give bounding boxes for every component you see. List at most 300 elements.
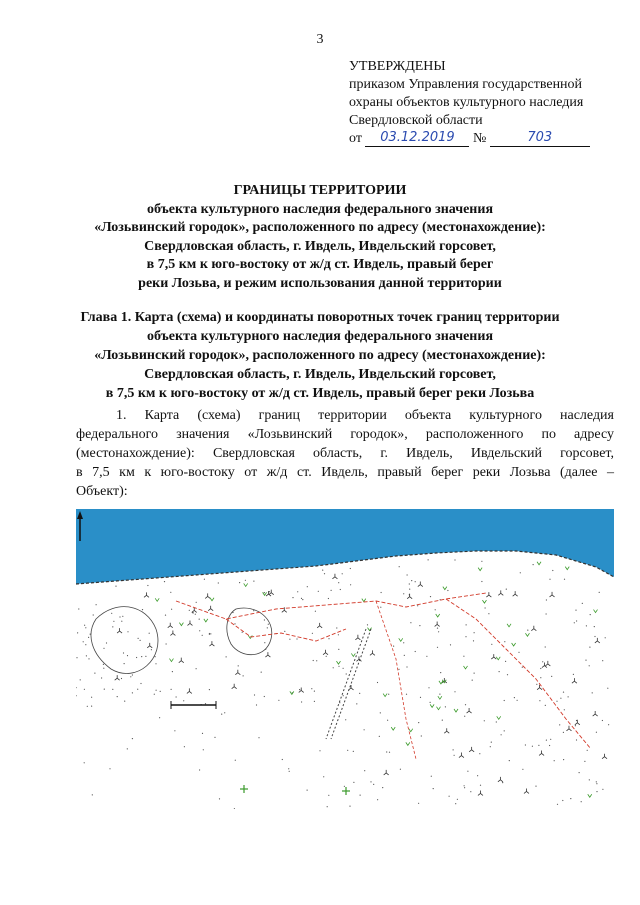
tree-icon (486, 592, 491, 597)
terrain-dot (311, 688, 312, 689)
terrain-dot (199, 630, 200, 631)
title-line: ГРАНИЦЫ ТЕРРИТОРИИ (233, 183, 407, 198)
terrain-dot (464, 716, 465, 717)
terrain-dot (485, 607, 486, 608)
terrain-dot (428, 687, 429, 688)
terrain-dot (78, 608, 79, 609)
terrain-dot (289, 639, 290, 640)
terrain-dot (477, 775, 478, 776)
terrain-dot (406, 666, 407, 667)
terrain-dot (164, 581, 165, 582)
approval-stamp (349, 58, 629, 148)
terrain-dot (546, 613, 547, 614)
terrain-dot (218, 582, 219, 583)
terrain-dot (307, 586, 308, 587)
terrain-dot (312, 633, 313, 634)
terrain-dot (426, 656, 427, 657)
terrain-dot (527, 630, 528, 631)
terrain-dot (490, 746, 491, 747)
terrain-dot (532, 746, 533, 747)
terrain-dot (140, 683, 141, 684)
terrain-dot (514, 697, 515, 698)
terrain-dot (437, 628, 438, 629)
terrain-dot (189, 610, 190, 611)
terrain-dot (243, 675, 244, 676)
terrain-dot (399, 566, 400, 567)
terrain-dot (103, 664, 104, 665)
terrain-dot (398, 669, 399, 670)
terrain-dot (313, 660, 314, 661)
terrain-dot (481, 581, 482, 582)
grass-icon (406, 742, 410, 745)
terrain-dot (112, 626, 113, 627)
terrain-dot (507, 674, 508, 675)
terrain-dot (570, 798, 571, 799)
tree-icon (179, 658, 184, 663)
terrain-dot (324, 573, 325, 574)
site-map (76, 509, 614, 809)
terrain-dot (132, 738, 133, 739)
terrain-dot (267, 627, 268, 628)
grass-icon (210, 598, 214, 601)
terrain-dot (124, 701, 125, 702)
terrain-dot (147, 585, 148, 586)
terrain-dot (356, 703, 357, 704)
terrain-dot (278, 700, 279, 701)
terrain-dot (560, 698, 561, 699)
grass-icon (436, 707, 440, 710)
chapter-line: «Лозьвинский городок», расположенного по адресу (местонахождение): (94, 348, 546, 363)
terrain-dot (242, 632, 243, 633)
tree-icon (265, 652, 270, 657)
terrain-dot (404, 655, 405, 656)
terrain-dot (415, 651, 416, 652)
terrain-dot (418, 722, 419, 723)
terrain-dot (563, 732, 564, 733)
terrain-dot (264, 619, 265, 620)
terrain-dot (142, 609, 143, 610)
terrain-dot (576, 720, 577, 721)
terrain-dot (123, 652, 124, 653)
terrain-dot (596, 791, 597, 792)
terrain-dot (540, 668, 541, 669)
terrain-dot (353, 751, 354, 752)
terrain-dot (575, 610, 576, 611)
tree-icon (144, 592, 149, 597)
terrain-dot (377, 799, 378, 800)
terrain-dot (196, 602, 197, 603)
terrain-dot (442, 720, 443, 721)
grass-icon (351, 653, 355, 656)
terrain-dot (465, 704, 466, 705)
terrain-dot (77, 632, 78, 633)
terrain-dot (388, 694, 389, 695)
terrain-dot (484, 720, 485, 721)
terrain-dot (465, 636, 466, 637)
tree-icon (187, 620, 192, 625)
terrain-dot (299, 689, 300, 690)
terrain-dot (328, 598, 329, 599)
terrain-dot (297, 591, 298, 592)
terrain-dot (127, 631, 128, 632)
tree-icon (168, 623, 173, 628)
terrain-dot (296, 638, 297, 639)
tree-icon (117, 628, 122, 633)
terrain-dot (499, 671, 500, 672)
terrain-dot (409, 583, 410, 584)
terrain-dot (431, 776, 432, 777)
tree-icon (232, 684, 237, 689)
terrain-dot (209, 633, 210, 634)
terrain-dot (166, 643, 167, 644)
approval-date-line (349, 130, 629, 148)
terrain-dot (545, 646, 546, 647)
terrain-dot (522, 667, 523, 668)
terrain-dot (364, 770, 365, 771)
terrain-dot (540, 677, 541, 678)
terrain-dot (520, 572, 521, 573)
terrain-dot (214, 737, 215, 738)
terrain-dot (113, 621, 114, 622)
grass-icon (336, 661, 340, 664)
terrain-dot (202, 635, 203, 636)
terrain-dot (592, 692, 593, 693)
terrain-dot (195, 614, 196, 615)
tree-icon (147, 643, 152, 648)
terrain-dot (380, 607, 381, 608)
grass-icon (537, 562, 541, 565)
terrain-dot (556, 701, 557, 702)
chapter-heading (40, 308, 600, 403)
terrain-dot (269, 591, 270, 592)
terrain-dot (535, 786, 536, 787)
terrain-dot (420, 697, 421, 698)
tree-icon (550, 592, 555, 597)
terrain-dot (539, 700, 540, 701)
terrain-dot (479, 753, 480, 754)
terrain-dot (466, 624, 467, 625)
terrain-dot (347, 750, 348, 751)
grass-icon (169, 659, 173, 662)
terrain-dot (433, 788, 434, 789)
terrain-dot (254, 694, 255, 695)
terrain-dot (407, 574, 408, 575)
terrain-dot (491, 644, 492, 645)
terrain-dot (491, 742, 492, 743)
terrain-dot (327, 806, 328, 807)
terrain-dot (415, 581, 416, 582)
terrain-dot (156, 690, 157, 691)
terrain-dot (559, 724, 560, 725)
approval-line: Свердловской области (349, 113, 483, 128)
terrain-dot (564, 579, 565, 580)
road-line (326, 629, 366, 739)
terrain-dot (103, 668, 104, 669)
terrain-dot (563, 759, 564, 760)
terrain-dot (331, 590, 332, 591)
tree-icon (444, 728, 449, 733)
from-label: от (349, 131, 362, 146)
terrain-dot (464, 785, 465, 786)
tree-icon (435, 621, 440, 626)
terrain-dot (170, 592, 171, 593)
terrain-dot (315, 611, 316, 612)
tree-icon (323, 650, 328, 655)
terrain-dot (160, 691, 161, 692)
grass-icon (383, 694, 387, 697)
terrain-dot (292, 597, 293, 598)
terrain-dot (439, 694, 440, 695)
tree-icon (469, 747, 474, 752)
terrain-dot (410, 622, 411, 623)
terrain-dot (464, 787, 465, 788)
terrain-dot (596, 783, 597, 784)
grass-icon (391, 727, 395, 730)
terrain-dot (314, 701, 315, 702)
terrain-dot (132, 674, 133, 675)
terrain-dot (346, 673, 347, 674)
terrain-dot (92, 794, 93, 795)
terrain-dot (338, 582, 339, 583)
grass-icon (436, 614, 440, 617)
terrain-dot (594, 636, 595, 637)
terrain-dot (340, 589, 341, 590)
tree-icon (459, 753, 464, 758)
approval-line: приказом Управления государственной (349, 77, 583, 92)
terrain-dot (235, 760, 236, 761)
terrain-dot (106, 642, 107, 643)
grass-icon (512, 643, 516, 646)
terrain-dot (83, 641, 84, 642)
terrain-dot (536, 684, 537, 685)
terrain-dot (505, 661, 506, 662)
terrain-dot (268, 624, 269, 625)
terrain-dot (364, 729, 365, 730)
terrain-dot (264, 696, 265, 697)
terrain-dot (122, 616, 123, 617)
terrain-dot (328, 638, 329, 639)
tree-icon (572, 678, 577, 683)
terrain-dot (382, 787, 383, 788)
grass-icon (409, 729, 413, 732)
approval-number: 703 (490, 130, 590, 147)
approval-date: 03.12.2019 (365, 130, 469, 147)
tree-icon (170, 630, 175, 635)
terrain-dot (506, 589, 507, 590)
terrain-dot (245, 580, 246, 581)
terrain-dot (165, 615, 166, 616)
terrain-dot (326, 656, 327, 657)
terrain-dot (172, 671, 173, 672)
terrain-dot (338, 649, 339, 650)
terrain-dot (602, 789, 603, 790)
terrain-dot (342, 573, 343, 574)
terrain-dot (501, 734, 502, 735)
terrain-dot (80, 679, 81, 680)
terrain-dot (76, 695, 77, 696)
terrain-dot (103, 648, 104, 649)
terrain-dot (171, 689, 172, 690)
terrain-dot (282, 759, 283, 760)
terrain-dot (258, 737, 259, 738)
terrain-dot (88, 658, 89, 659)
grass-icon (565, 567, 569, 570)
grass-icon (482, 600, 486, 603)
grass-icon (244, 583, 248, 586)
approval-line: охраны объектов культурного наследия (349, 95, 584, 110)
terrain-dot (132, 692, 133, 693)
grass-icon (439, 681, 443, 684)
grass-icon (497, 716, 501, 719)
contour-line (227, 608, 272, 655)
tree-icon (478, 790, 483, 795)
terrain-dot (473, 640, 474, 641)
terrain-dot (94, 673, 95, 674)
terrain-dot (576, 620, 577, 621)
terrain-dot (87, 706, 88, 707)
terrain-dot (130, 676, 131, 677)
terrain-dot (575, 725, 576, 726)
territory-boundary (226, 619, 346, 641)
terrain-dot (504, 730, 505, 731)
grass-icon (430, 704, 434, 707)
terrain-dot (76, 687, 77, 688)
terrain-dot (467, 771, 468, 772)
number-label: № (472, 131, 487, 146)
terrain-dot (450, 644, 451, 645)
terrain-dot (127, 748, 128, 749)
grass-icon (179, 623, 183, 626)
paragraph-line: федерального значения «Лозьвинский городок», расположенного по адресу (76, 427, 614, 442)
approval-heading: УТВЕРЖДЕНЫ (349, 59, 446, 74)
terrain-dot (373, 784, 374, 785)
terrain-dot (370, 781, 371, 782)
tree-icon (355, 635, 360, 640)
terrain-dot (602, 720, 603, 721)
terrain-dot (349, 806, 350, 807)
terrain-dot (112, 689, 113, 690)
terrain-dot (360, 795, 361, 796)
terrain-dot (574, 622, 575, 623)
terrain-dot (343, 695, 344, 696)
chapter-line: объекта культурного наследия федерального значения (146, 329, 494, 344)
terrain-dot (176, 696, 177, 697)
terrain-dot (76, 657, 77, 658)
terrain-dot (445, 706, 446, 707)
terrain-dot (454, 755, 455, 756)
tree-icon (187, 688, 192, 693)
territory-boundary (376, 601, 416, 759)
grass-icon (496, 657, 500, 660)
terrain-dot (85, 644, 86, 645)
terrain-dot (542, 661, 543, 662)
terrain-dot (301, 701, 302, 702)
terrain-dot (84, 762, 85, 763)
terrain-dot (115, 586, 116, 587)
terrain-dot (338, 666, 339, 667)
terrain-dot (145, 656, 146, 657)
terrain-dot (224, 712, 225, 713)
terrain-dot (403, 593, 404, 594)
terrain-dot (101, 677, 102, 678)
terrain-dot (387, 720, 388, 721)
terrain-dot (151, 649, 152, 650)
terrain-dot (328, 795, 329, 796)
terrain-dot (586, 625, 587, 626)
chapter-line: Глава 1. Карта (схема) и координаты поворотных точек границ территории (80, 310, 560, 325)
terrain-dot (585, 660, 586, 661)
terrain-dot (457, 799, 458, 800)
paragraph-line: (местонахождение): Свердловская область, г. Ивдель, Ивдельский горсовет, (76, 446, 614, 461)
terrain-dot (406, 694, 407, 695)
terrain-dot (136, 657, 137, 658)
terrain-dot (119, 616, 120, 617)
terrain-dot (379, 736, 380, 737)
terrain-dot (239, 582, 240, 583)
terrain-dot (124, 663, 125, 664)
terrain-dot (183, 700, 184, 701)
terrain-dot (389, 752, 390, 753)
terrain-dot (453, 749, 454, 750)
grass-icon (155, 598, 159, 601)
terrain-dot (253, 581, 254, 582)
title-line: Свердловская область, г. Ивдель, Ивдельский горсовет, (144, 238, 496, 254)
tree-icon (235, 670, 240, 675)
tree-icon (539, 750, 544, 755)
terrain-dot (545, 705, 546, 706)
tree-icon (566, 726, 571, 731)
terrain-dot (549, 579, 550, 580)
terrain-dot (440, 672, 441, 673)
terrain-dot (386, 751, 387, 752)
tree-icon (370, 650, 375, 655)
terrain-dot (517, 700, 518, 701)
paragraph-line: 1. Карта (схема) границ территории объекта культурного наследия (116, 408, 614, 423)
terrain-dot (496, 721, 497, 722)
terrain-dot (607, 688, 608, 689)
terrain-dot (84, 625, 85, 626)
terrain-dot (582, 603, 583, 604)
terrain-dot (563, 692, 564, 693)
terrain-dot (84, 689, 85, 690)
terrain-dot (174, 730, 175, 731)
tree-icon (209, 641, 214, 646)
grass-icon (443, 587, 447, 590)
terrain-dot (138, 638, 139, 639)
tree-icon (317, 623, 322, 628)
terrain-dot (184, 746, 185, 747)
terrain-dot (319, 750, 320, 751)
terrain-dot (411, 580, 412, 581)
terrain-dot (264, 642, 265, 643)
terrain-dot (314, 691, 315, 692)
terrain-dot (127, 655, 128, 656)
terrain-dot (463, 656, 464, 657)
title-line: реки Лозьва, и режим использования данной территории (138, 275, 502, 291)
tree-icon (208, 606, 213, 611)
terrain-dot (590, 614, 591, 615)
terrain-dot (454, 691, 455, 692)
document-title (40, 182, 600, 293)
terrain-dot (121, 621, 122, 622)
tree-icon (467, 708, 472, 713)
tree-icon (545, 661, 550, 666)
terrain-dot (438, 631, 439, 632)
tree-icon (513, 591, 518, 596)
terrain-dot (472, 680, 473, 681)
terrain-dot (418, 803, 419, 804)
terrain-dot (419, 625, 420, 626)
